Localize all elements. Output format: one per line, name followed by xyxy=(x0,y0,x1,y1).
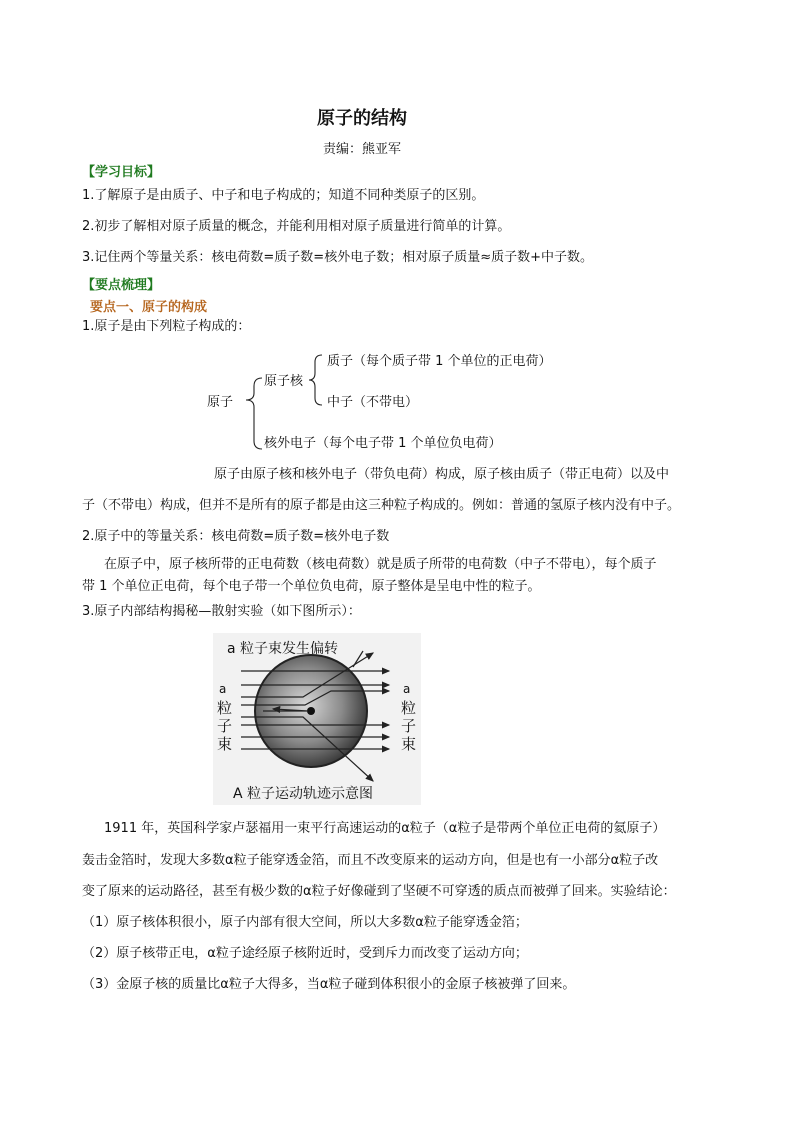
para1-line2: 子（不带电）构成，但并不是所有的原子都是由这三种粒子构成的。例如：普通的氢原子核内没有中子。 xyxy=(82,498,681,513)
nucleus-dot xyxy=(307,707,315,715)
para3-line1: 1911 年，英国科学家卢瑟福用一束平行高速运动的α粒子（α粒子是带两个单位正电荷的氦原子） xyxy=(104,821,666,836)
conclusion-1: （1）原子核体积很小，原子内部有很大空间，所以大多数α粒子能穿透金箔； xyxy=(82,915,528,930)
tree-electron: 核外电子（每个电子带 1 个单位负电荷） xyxy=(264,436,502,451)
para1-line1: 原子由原子核和核外电子（带负电荷）构成，原子核由质子（带正电荷）以及中 xyxy=(214,467,670,482)
right-label-1: 粒 xyxy=(401,699,417,717)
point-1-text: 1.原子是由下列粒子构成的： xyxy=(82,319,251,334)
left-label-1: 粒 xyxy=(217,699,233,717)
para2-line1: 在原子中，原子核所带的正电荷数（核电荷数）就是质子所带的电荷数（中子不带电），每个质子 xyxy=(104,557,657,572)
point-2-text: 2.原子中的等量关系：核电荷数=质子数=核外电子数 xyxy=(82,529,390,544)
tree-atom: 原子 xyxy=(207,395,234,410)
goal-item-3: 3.记住两个等量关系：核电荷数=质子数=核外电子数；相对原子质量≈质子数+中子数。 xyxy=(82,250,593,265)
left-label-3: 束 xyxy=(217,735,233,753)
conclusion-2: （2）原子核带正电，α粒子途经原子核附近时，受到斥力而改变了运动方向； xyxy=(82,946,528,961)
right-label-2: 子 xyxy=(401,717,417,735)
scattering-figure xyxy=(213,633,421,805)
tree-neutron: 中子（不带电） xyxy=(327,395,419,410)
tree-brackets xyxy=(240,345,330,455)
para3-line3: 变了原来的运动路径，甚至有极少数的α粒子好像碰到了坚硬不可穿透的质点而被弹了回来。实验结论： xyxy=(82,884,676,899)
points-heading: 【要点梳理】 xyxy=(82,278,161,293)
page-title: 原子的结构 xyxy=(317,108,407,129)
outer-brace xyxy=(246,378,262,449)
tree-proton: 质子（每个质子带 1 个单位的正电荷） xyxy=(327,354,552,369)
point-one-heading: 要点一、原子的构成 xyxy=(90,300,208,315)
goals-heading: 【学习目标】 xyxy=(82,165,161,180)
tree-nucleus: 原子核 xyxy=(264,374,304,389)
para2-line2: 带 1 个单位正电荷，每个电子带一个单位负电荷，原子整体是呈电中性的粒子。 xyxy=(82,579,541,594)
para3-line2: 轰击金箔时，发现大多数α粒子能穿透金箔，而且不改变原来的运动方向，但是也有一小部分α粒子改 xyxy=(82,853,659,868)
goal-item-1: 1.了解原子是由质子、中子和电子构成的；知道不同种类原子的区别。 xyxy=(82,188,485,203)
goal-item-2: 2.初步了解相对原子质量的概念，并能利用相对原子质量进行简单的计算。 xyxy=(82,219,511,234)
point-3-text: 3.原子内部结构揭秘—散射实验（如下图所示）： xyxy=(82,604,361,619)
left-label-0: a xyxy=(219,682,227,696)
figure-caption: A 粒子运动轨迹示意图 xyxy=(233,786,374,802)
figure-top-label: a 粒子束发生偏转 xyxy=(227,641,339,657)
left-label-2: 子 xyxy=(217,717,233,735)
inner-brace xyxy=(309,355,322,405)
author-line: 责编：熊亚军 xyxy=(322,142,401,157)
right-label-0: a xyxy=(403,682,411,696)
right-label-3: 束 xyxy=(401,735,417,753)
conclusion-3: （3）金原子核的质量比α粒子大得多，当α粒子碰到体积很小的金原子核被弹了回来。 xyxy=(82,977,576,992)
